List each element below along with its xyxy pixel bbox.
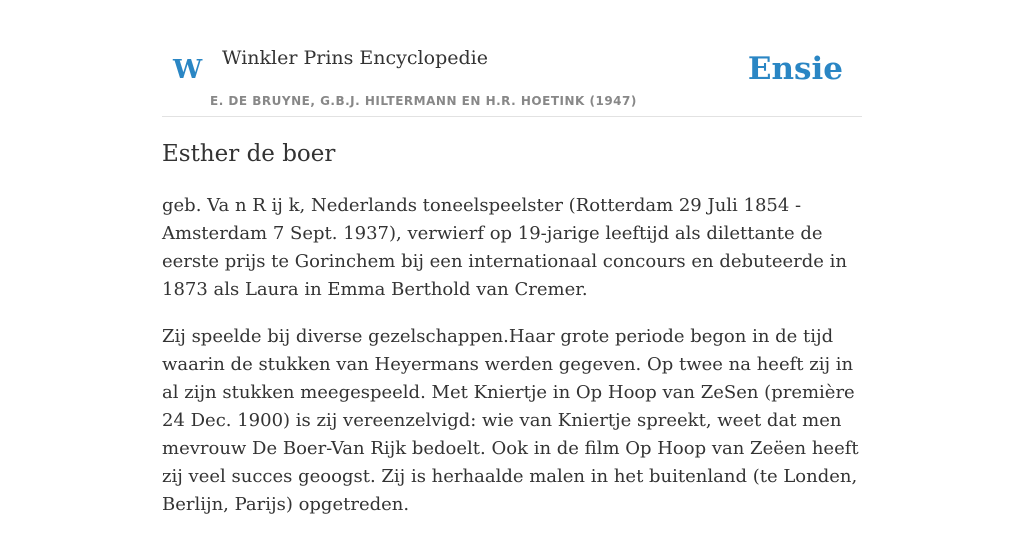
ensie-brand-logo[interactable]: Ensie xyxy=(747,51,843,87)
winkler-prins-logo[interactable]: W xyxy=(173,55,203,85)
source-authors: E. DE BRUYNE, G.B.J. HILTERMANN EN H.R. HOETINK (1947) xyxy=(210,94,637,108)
page-content xyxy=(162,0,862,515)
source-title[interactable]: Winkler Prins Encyclopedie xyxy=(222,47,488,69)
entry-paragraph: geb. Va n R ij k, Nederlands toneelspeelster (Rotterdam 29 Juli 1854 - Amsterdam 7 Sept. 1937), verwierf op 19-jarige leeftijd als dilettante de eerste prijs te Gorinchem bij een internationaal concours en debuteerde in 1873 als Laura in Emma Berthold van Cremer. xyxy=(162,195,848,300)
entry-body xyxy=(162,192,862,538)
entry-title: Esther de boer xyxy=(162,141,336,167)
entry-paragraph: Zij speelde bij diverse gezelschappen.Haar grote periode begon in de tijd waarin de stukken van Heyermans werden gegeven. Op twee na heeft zij in al zijn stukken meegespeeld. Met Kniertje in Op Hoop van ZeSen (première 24 Dec. 1900) is zij vereenzelvigd: wie van Kniertje spreekt, weet dat men mevrouw De Boer-Van Rijk bedoelt. Ook in de film Op Hoop van Zeëen heeft zij veel succes geoogst. Zij is herhaalde malen in het buitenland (te Londen, Berlijn, Parijs) opgetreden. xyxy=(162,326,859,515)
source-header xyxy=(162,0,862,117)
